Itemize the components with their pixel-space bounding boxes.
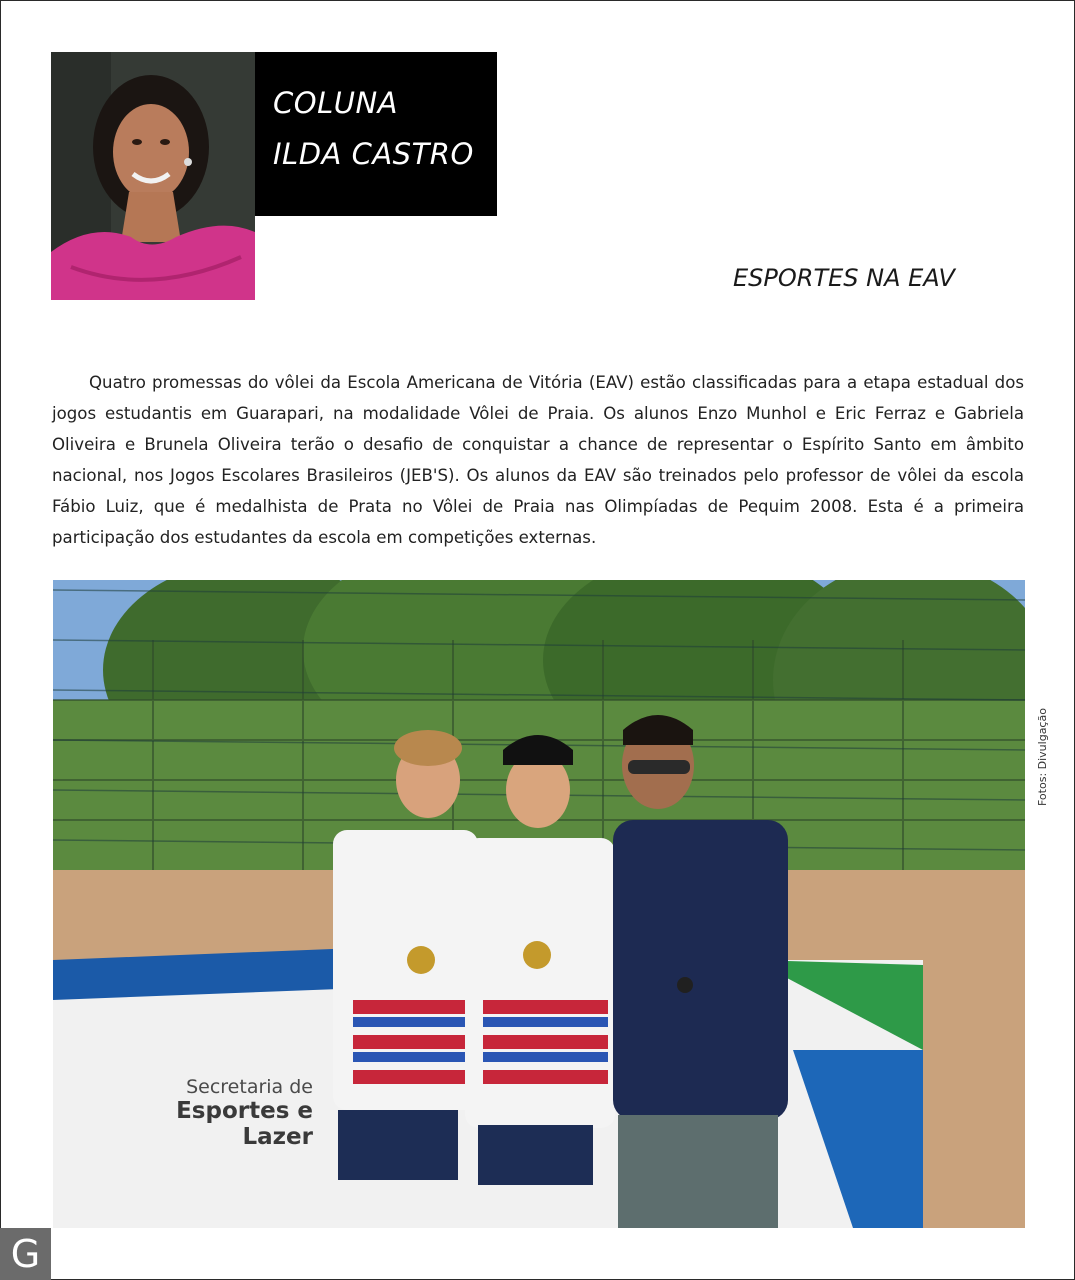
column-header <box>255 52 497 216</box>
banner-line-3: Lazer <box>242 1124 313 1150</box>
section-title: ESPORTES NA EAV <box>733 264 955 292</box>
photo-credit: Fotos: Divulgação <box>1036 708 1049 806</box>
columnist-name: ILDA CASTRO <box>273 137 474 171</box>
columnist-portrait <box>51 52 255 300</box>
banner-line-1: Secretaria de <box>186 1076 313 1098</box>
column-label: COLUNA <box>273 86 398 120</box>
magazine-logo: G <box>0 1228 51 1280</box>
banner-line-2: Esportes e <box>176 1098 313 1124</box>
banner-text <box>173 1076 313 1150</box>
team-photo <box>53 580 1025 1228</box>
article-paragraph: Quatro promessas do vôlei da Escola Americana de Vitória (EAV) estão classificadas para a etapa estadual dos jogos estudantis em Guarapari, na modalidade Vôlei de Praia. Os alunos Enzo Munhol e Eric Ferraz e Gabriela Oliveira e Brunela Oliveira terão o desafio de conquistar a chance de representar o Espírito Santo em âmbito nacional, nos Jogos Escolares Brasileiros (JEB'S). Os alunos da EAV são treinados pelo professor de vôlei da escola Fábio Luiz, que é medalhista de Prata no Vôlei de Praia nas Olimpíadas de Pequim 2008. Esta é a primeira participação dos estudantes da escola em competições externas. <box>52 373 1024 547</box>
